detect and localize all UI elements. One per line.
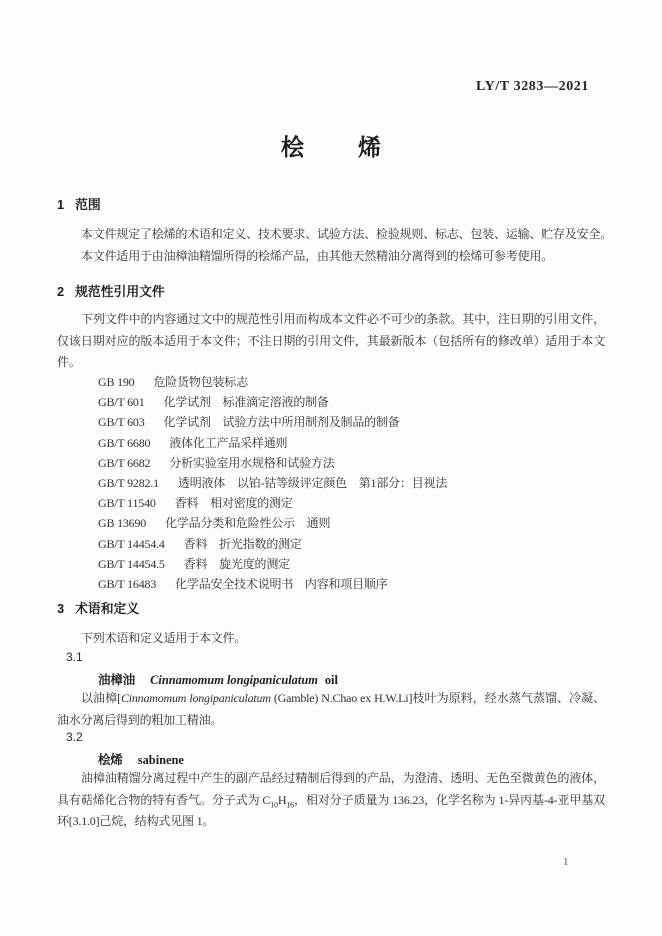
reference-title: 化学品安全技术说明书 内容和项目顺序 [175, 577, 388, 592]
definition-text: 油樟油精馏分离过程中产生的副产品经过精制后得到的产品，为澄清、透明、无色至微黄色的液体，具有萜烯化合物的特有香气。分子式为 C [57, 771, 605, 807]
standard-number: LY/T 3283—2021 [475, 79, 589, 94]
scope-paragraph-2: 本文件适用于由油樟油精馏所得的桧烯产品，由其他天然精油分离得到的桧烯可参考使用。 [81, 249, 554, 263]
reference-code: GB/T 601 [98, 395, 145, 410]
reference-title: 香料 旋光度的测定 [183, 556, 290, 571]
reference-item [57, 392, 605, 412]
reference-title: 液体化工产品采样通则 [169, 435, 288, 450]
term-3-2-english: sabinene [137, 753, 184, 767]
reference-code: GB/T 14454.4 [98, 536, 165, 551]
term-3-1-entry [57, 670, 605, 688]
reference-title: 分析实验室用水规格和试验方法 [169, 455, 335, 470]
formula-element: H [277, 792, 287, 807]
reference-item [57, 473, 605, 493]
reference-title: 危险货物包装标志 [153, 375, 248, 389]
clause-3-title: 术语和定义 [75, 601, 140, 616]
definition-text: (Gamble) N.Chao ex H.W.Li]枝叶为原料，经水蒸气蒸馏、冷凝、油水分离后得到的粗加工精油。 [57, 691, 605, 727]
clause-3-number: 3 [57, 601, 65, 616]
reference-item [57, 493, 605, 513]
reference-title: 化学试剂 试验方法中所用制剂及制品的制备 [163, 415, 400, 430]
clause-2-title: 规范性引用文件 [75, 284, 165, 299]
normative-references-list [57, 372, 605, 594]
reference-item [57, 453, 605, 473]
reference-item [57, 372, 605, 392]
reference-item [57, 554, 605, 574]
reference-title: 香料 相对密度的测定 [174, 496, 293, 511]
clause-1-heading [57, 194, 605, 213]
term-3-1-chinese: 油樟油 [98, 673, 136, 687]
reference-title: 化学品分类和危险性公示 通则 [165, 516, 331, 531]
reference-code: GB 190 [98, 375, 135, 389]
term-3-2-chinese: 桧烯 [98, 753, 123, 767]
reference-title: 化学试剂 标准滴定溶液的制备 [163, 395, 329, 410]
term-3-2-entry [57, 750, 605, 768]
reference-code: GB/T 9282.1 [98, 476, 159, 491]
term-3-2-definition [57, 768, 605, 833]
reference-item [57, 574, 605, 594]
normative-references-intro: 下列文件中的内容通过文中的规范性引用而构成本文件必不可少的条款。其中，注日期的引用文件，仅该日期对应的版本适用于本文件；不注日期的引用文件，其最新版本（包括所有的修改单）适用于本文件。 [57, 312, 605, 369]
definition-text: ，相对分子质量为 136.23，化学名称为 1-异丙基-4-亚甲基双环[3.1.0]己烷，结构式见图 1。 [57, 792, 605, 828]
clause-2-number: 2 [57, 284, 65, 299]
reference-code: GB/T 14454.5 [98, 556, 165, 571]
term-3-1-english: oil [324, 673, 338, 687]
reference-code: GB/T 16483 [98, 577, 157, 592]
scope-paragraph-1: 本文件规定了桧烯的术语和定义、技术要求、试验方法、检验规则、标志、包装、运输、贮存及安全。 [81, 227, 613, 241]
reference-code: GB/T 11540 [98, 496, 156, 511]
term-3-2-number: 3.2 [66, 730, 83, 744]
terms-intro: 下列术语和定义适用于本文件。 [81, 631, 247, 645]
reference-code: GB/T 6680 [98, 435, 151, 450]
reference-title: 透明液体 以铂-钴等级评定颜色 第1部分：目视法 [177, 476, 448, 491]
term-3-1-definition [57, 688, 605, 731]
clause-2-heading [57, 281, 605, 300]
formula-subscript: 16 [286, 799, 294, 809]
clause-3-heading [57, 598, 605, 617]
reference-item [57, 513, 605, 533]
reference-item [57, 534, 605, 554]
clause-1-number: 1 [57, 197, 65, 212]
formula-subscript: 10 [270, 799, 278, 809]
clause-1-title: 范围 [75, 197, 101, 212]
term-3-1-latin-name: Cinnamomum longipaniculatum [150, 673, 318, 687]
reference-code: GB/T 603 [98, 415, 145, 430]
document-title [0, 129, 662, 162]
reference-code: GB/T 6682 [98, 455, 151, 470]
reference-code: GB 13690 [98, 516, 147, 531]
term-3-1-number: 3.1 [66, 650, 83, 664]
definition-latin-name: Cinnamomum longipaniculatum [120, 691, 271, 705]
reference-item [57, 412, 605, 432]
reference-item [57, 433, 605, 453]
reference-title: 香料 折光指数的测定 [183, 536, 302, 551]
definition-text: 以油樟[ [81, 691, 121, 705]
document-title-text: 桧烯 [281, 134, 435, 160]
page-number: 1 [563, 856, 569, 868]
